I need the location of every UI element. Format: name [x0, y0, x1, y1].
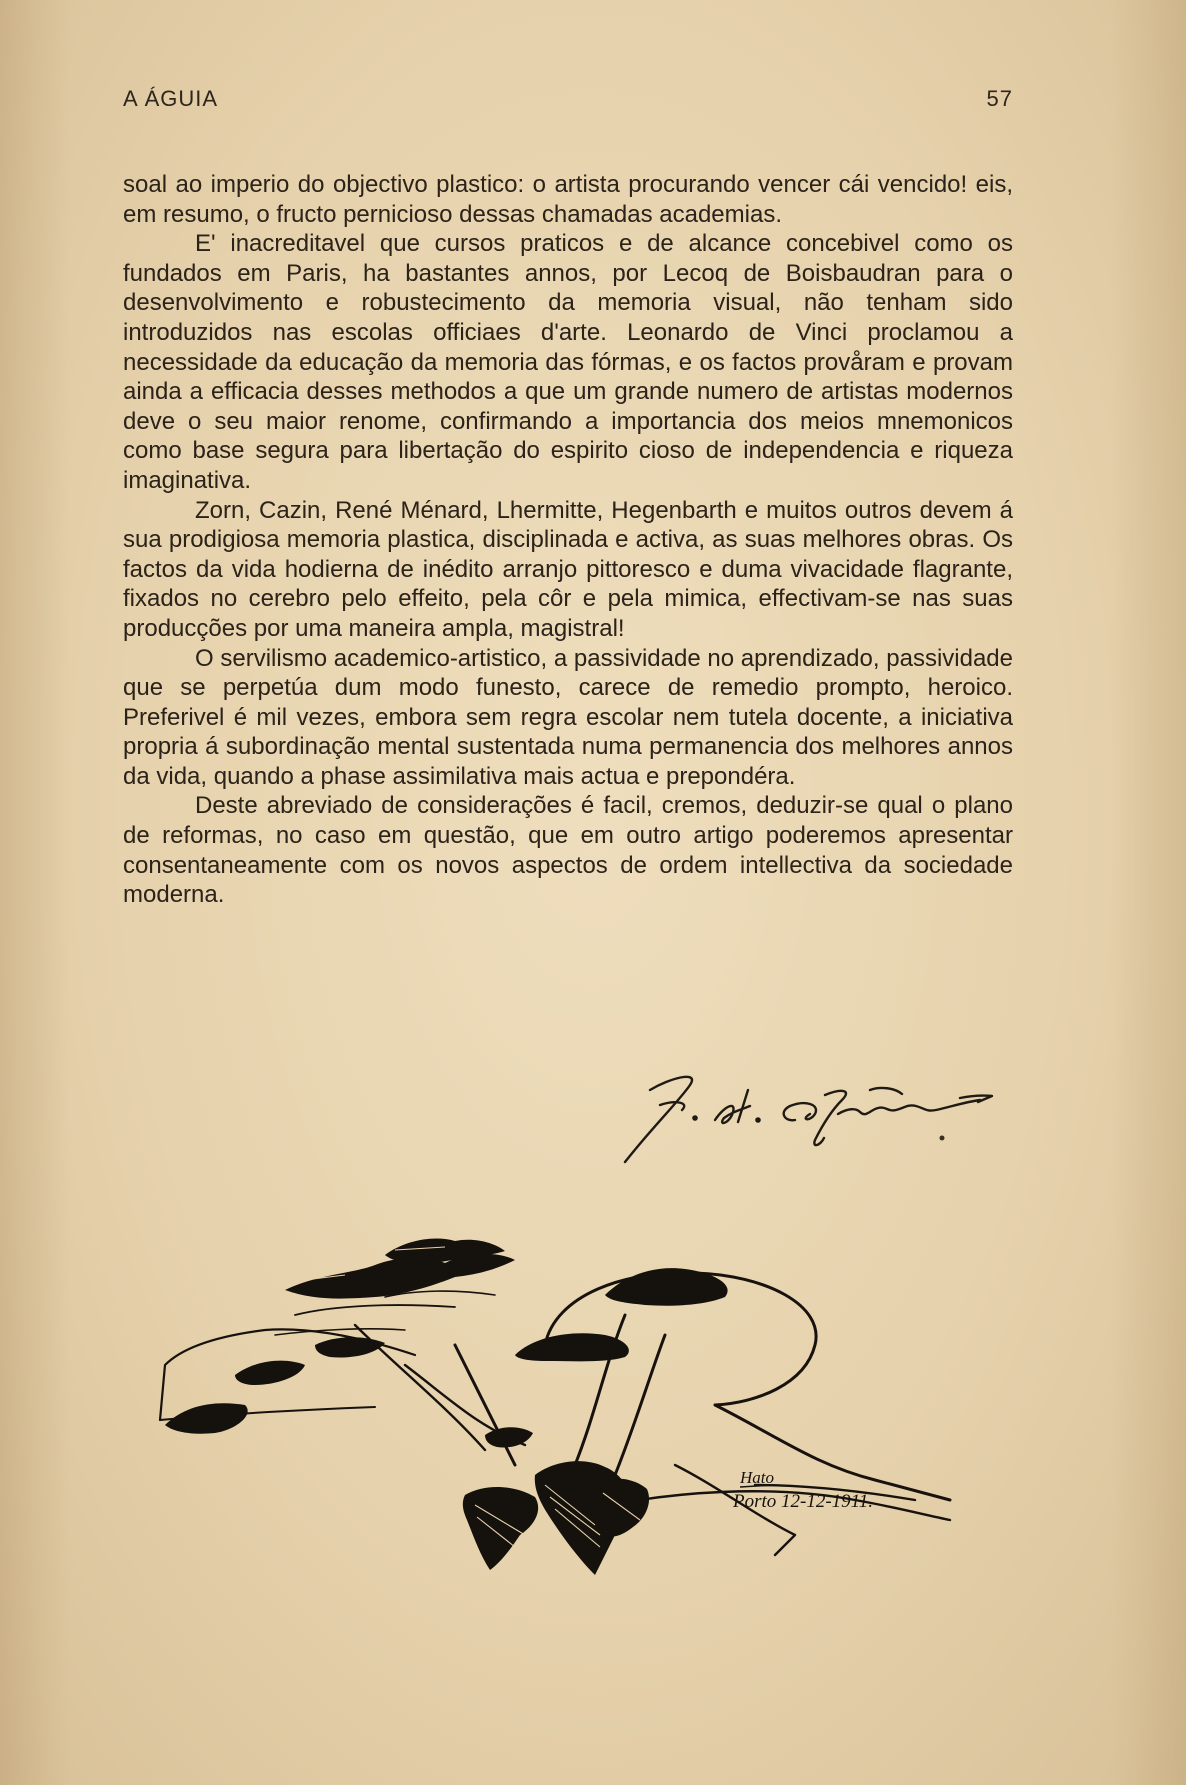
paragraph-5: Deste abreviado de considerações é facil, cremos, deduzir-se qual o plano de reformas, no caso em questão, que em outro artigo poderemos apresentar consentaneamente com os novos aspectos de ordem intellectiva da sociedade moderna.: [123, 792, 1013, 909]
paragraph-3: Zorn, Cazin, René Ménard, Lhermitte, Hegenbarth e muitos outros devem á sua prodigiosa memoria plastica, disciplinada e activa, as suas melhores obras. Os factos da vida hodierna de inédito arranjo pittoresco e duma vivacidade flagrante, fixados no cerebro pelo effeito, pela côr e pela mimica, effectivam-se nas suas producções por uma maneira ampla, magistral!: [123, 496, 1013, 642]
drawing-inscription-top: Hato: [740, 1468, 774, 1487]
author-signature: [620, 1060, 1010, 1170]
paragraph-4: O servilismo academico-artistico, a passividade no aprendizado, passividade que se perpetúa dum modo funesto, carece de remedio prompto, heroico. Preferivel é mil vezes, embora sem regra escolar nem tutela docente, a iniciativa propria á subordinação mental sustentada numa permanencia dos melhores annos da vida, quando a phase assimilativa mais actua e prepondéra.: [123, 644, 1013, 790]
paragraph-2: E' inacreditavel que cursos praticos e de alcance concebivel como os fundados em Paris, ha bastantes annos, por Lecoq de Boisbaudran para o desenvolvimento e robustecimento da memoria visual, não tenham sido introduzidos nas escolas officiaes d'arte. Leonardo de Vinci proclamou a necessidade da educação da memoria das fórmas, e os factos provåram e provam ainda a efficacia desses methodos a que um grande numero de artistas modernos deve o seu maior renome, confirmando a importancia dos meios mnemonicos como base segura para libertação do espirito cioso de independencia e riqueza imaginativa.: [123, 230, 1013, 494]
article-body: [123, 170, 1013, 910]
signature-drawing: [620, 1060, 1010, 1170]
running-header: [123, 86, 1013, 116]
landscape-sketch: [155, 1235, 975, 1580]
paragraph-1: soal ao imperio do objectivo plastico: o artista procurando vencer cái vencido! eis, em resumo, o fructo pernicioso dessas chamadas academias.: [123, 171, 1013, 228]
journal-title: A ÁGUIA: [123, 86, 219, 111]
ink-illustration: [155, 1235, 975, 1580]
drawing-inscription-date: Porto 12-12-1911.: [733, 1491, 874, 1512]
page-number: 57: [986, 86, 1013, 111]
